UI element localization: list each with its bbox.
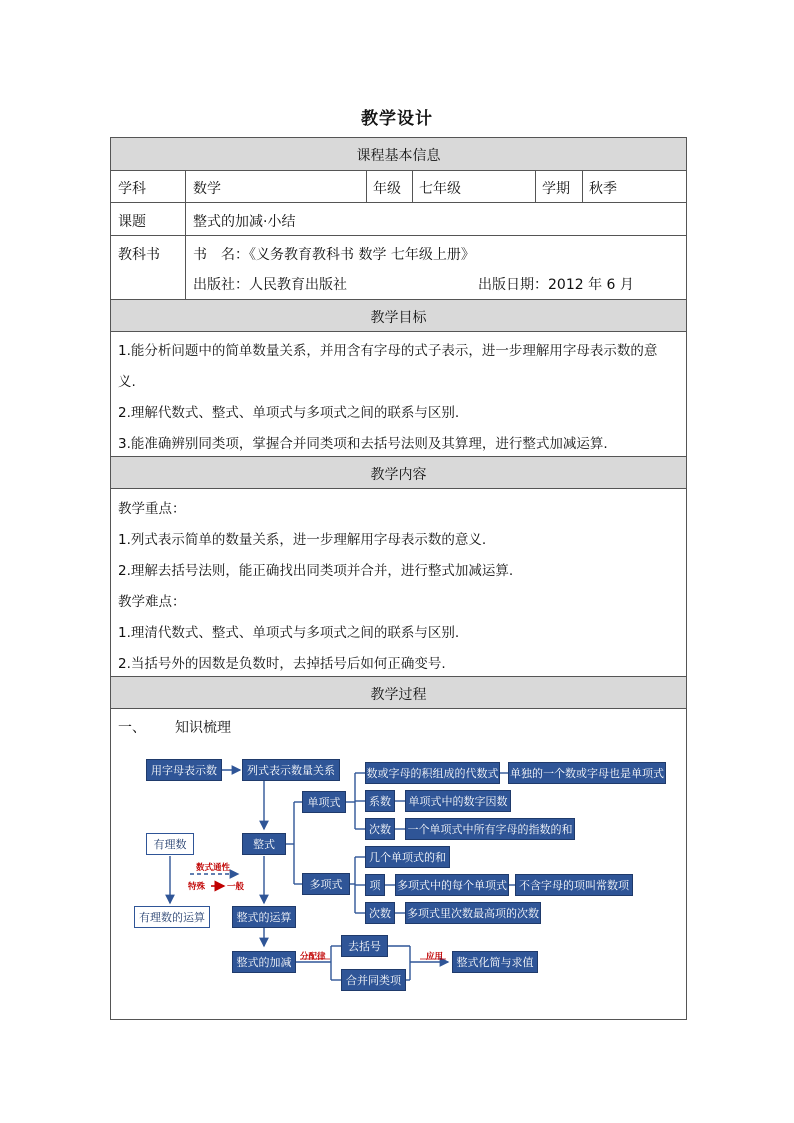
section-basic-info: 课程基本信息 [356, 148, 441, 164]
subject-label: 学科 [118, 181, 146, 197]
mm-constant-term: 不含字母的项叫常数项 [515, 874, 633, 896]
key-point-1: 1.列式表示简单的数量关系，进一步理解用字母表示数的意义. [118, 532, 487, 548]
mm-note-special: 特殊 [188, 882, 206, 892]
key-points-heading: 教学重点： [118, 501, 186, 517]
page-title: 教学设计 [361, 109, 433, 129]
mm-single-number-or-letter: 单独的一个数或字母也是单项式 [508, 762, 666, 784]
section-objectives: 教学目标 [370, 310, 427, 326]
row-divider [110, 235, 687, 236]
mm-coefficient: 系数 [365, 790, 395, 812]
publisher: 出版社：人民教育出版社 [193, 277, 347, 293]
col-divider [185, 170, 186, 299]
term-value: 秋季 [589, 181, 617, 197]
row-divider [110, 331, 687, 332]
col-divider [535, 170, 536, 202]
objective-1-line-1: 1.能分析问题中的简单数量关系，并用含有字母的式子表示，进一步理解用字母表示数的意 [118, 343, 658, 359]
publish-date: 出版日期：2012 年 6 月 [478, 277, 634, 293]
textbook-label: 教科书 [118, 247, 160, 263]
row-divider [110, 676, 687, 677]
subject-value: 数学 [193, 181, 221, 197]
difficulty-2: 2.当括号外的因数是负数时，去掉括号后如何正确变号. [118, 656, 446, 672]
mm-simplify-evaluate: 整式化简与求值 [452, 951, 538, 973]
col-divider [412, 170, 413, 202]
mm-note-consistent: 数式通性 [196, 863, 231, 873]
difficulty-1: 1.理清代数式、整式、单项式与多项式之间的联系与区别. [118, 625, 460, 641]
row-divider [110, 170, 687, 171]
col-divider [366, 170, 367, 202]
row-divider [110, 456, 687, 457]
step-number: 一、 [118, 720, 146, 736]
row-divider [110, 299, 687, 300]
mm-note-general: 一般 [227, 882, 245, 892]
objective-2: 2.理解代数式、整式、单项式与多项式之间的联系与区别. [118, 405, 460, 421]
objective-3: 3.能准确辨别同类项，掌握合并同类项和去括号法则及其算理，进行整式加减运算. [118, 436, 608, 452]
row-divider [110, 202, 687, 203]
term-label: 学期 [542, 181, 570, 197]
mm-add-subtract: 整式的加减 [232, 951, 296, 973]
mm-degree-definition: 一个单项式中所有字母的指数的和 [405, 818, 575, 840]
mm-express-relations: 列式表示数量关系 [242, 759, 340, 781]
grade-label: 年级 [373, 181, 401, 197]
mm-note-apply: 应用 [426, 952, 444, 962]
mm-monomial: 单项式 [302, 791, 346, 813]
mm-monomial-definition: 数或字母的积组成的代数式 [365, 762, 500, 784]
row-divider [110, 488, 687, 489]
topic-value: 整式的加减·小结 [193, 214, 296, 230]
step-title: 知识梳理 [175, 720, 231, 736]
mm-integral-operations: 整式的运算 [232, 906, 296, 928]
key-point-2: 2.理解去括号法则，能正确找出同类项并合并，进行整式加减运算. [118, 563, 514, 579]
section-content: 教学内容 [370, 467, 427, 483]
col-divider [582, 170, 583, 202]
mm-sum-of-monomials: 几个单项式的和 [365, 846, 450, 868]
mm-integral-expression: 整式 [242, 833, 286, 855]
mm-combine-like-terms: 合并同类项 [341, 969, 406, 991]
mm-term-definition: 多项式中的每个单项式 [395, 874, 509, 896]
textbook-name: 书 名：《义务教育教科书 数学 七年级上册》 [193, 247, 475, 263]
mm-rational-operations: 有理数的运算 [134, 906, 210, 928]
row-divider [110, 708, 687, 709]
mm-letters-for-numbers: 用字母表示数 [146, 759, 222, 781]
mm-remove-brackets: 去括号 [341, 935, 388, 957]
mm-coefficient-definition: 单项式中的数字因数 [405, 790, 511, 812]
section-process: 教学过程 [370, 687, 427, 703]
difficulty-heading: 教学难点： [118, 594, 186, 610]
grade-value: 七年级 [419, 181, 461, 197]
mm-note-distributive: 分配律 [300, 952, 326, 962]
mm-poly-degree-definition: 多项式里次数最高项的次数 [405, 902, 541, 924]
mm-degree: 次数 [365, 818, 395, 840]
mm-polynomial: 多项式 [302, 873, 350, 895]
mm-poly-degree: 次数 [365, 902, 395, 924]
objective-1-line-2: 义. [118, 374, 136, 390]
topic-label: 课题 [118, 214, 146, 230]
mm-rational-numbers: 有理数 [146, 833, 194, 855]
mm-term: 项 [365, 874, 385, 896]
